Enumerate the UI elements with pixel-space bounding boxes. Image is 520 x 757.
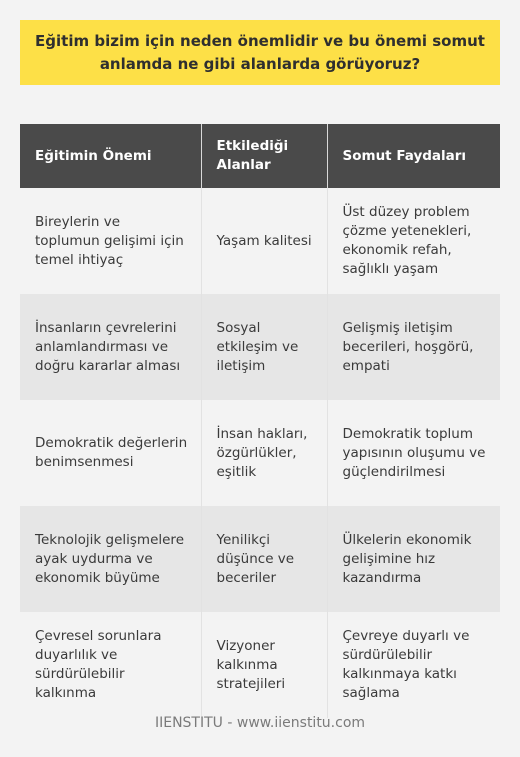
table-cell: Yaşam kalitesi	[201, 188, 327, 294]
table-cell: İnsan hakları, özgürlükler, eşitlik	[201, 400, 327, 506]
table-row	[20, 294, 500, 400]
table-cell: Üst düzey problem çözme yetenekleri, ekonomik refah, sağlıklı yaşam	[327, 188, 500, 294]
column-header-affected-areas: Etkilediği Alanlar	[201, 124, 327, 188]
table-row	[20, 506, 500, 612]
importance-table	[20, 124, 500, 718]
column-header-importance: Eğitimin Önemi	[20, 124, 201, 188]
table-cell: Bireylerin ve toplumun gelişimi için temel ihtiyaç	[20, 188, 201, 294]
table-cell: Yenilikçi düşünce ve beceriler	[201, 506, 327, 612]
table-cell: Teknolojik gelişmelere ayak uydurma ve ekonomik büyüme	[20, 506, 201, 612]
table-cell: Ülkelerin ekonomik gelişimine hız kazandırma	[327, 506, 500, 612]
table-cell: İnsanların çevrelerini anlamlandırması ve doğru kararlar alması	[20, 294, 201, 400]
table-cell: Demokratik değerlerin benimsenmesi	[20, 400, 201, 506]
table-row	[20, 400, 500, 506]
table-cell: Sosyal etkileşim ve iletişim	[201, 294, 327, 400]
title-banner	[20, 20, 500, 85]
table-row	[20, 612, 500, 718]
table-cell: Gelişmiş iletişim becerileri, hoşgörü, empati	[327, 294, 500, 400]
table-cell: Çevreye duyarlı ve sürdürülebilir kalkınmaya katkı sağlama	[327, 612, 500, 718]
table-row	[20, 188, 500, 294]
table-cell: Vizyoner kalkınma stratejileri	[201, 612, 327, 718]
table-cell: Demokratik toplum yapısının oluşumu ve güçlendirilmesi	[327, 400, 500, 506]
page-title: Eğitim bizim için neden önemlidir ve bu önemi somut anlamda ne gibi alanlarda görüyoruz?	[35, 31, 485, 73]
table-cell: Çevresel sorunlara duyarlılık ve sürdürülebilir kalkınma	[20, 612, 201, 718]
column-header-concrete-benefits: Somut Faydaları	[327, 124, 500, 188]
table-header-row	[20, 124, 500, 188]
footer-credit: IIENSTITU - www.iienstitu.com	[154, 715, 366, 731]
